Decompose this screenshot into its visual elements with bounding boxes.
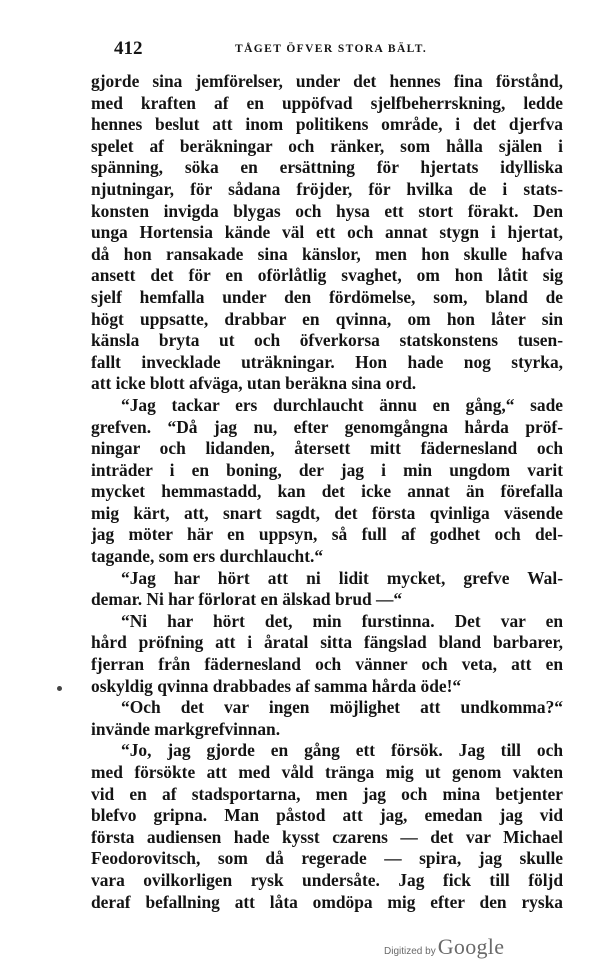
text-line: “Jo, jag gjorde en gång ett försök. Jag till och (121, 740, 563, 761)
text-line: blefvo gripna. Man påstod att jag, emedan jag vid (91, 805, 563, 826)
text-line: njutningar, för sådana fröjder, för hvilka de i stats- (91, 178, 563, 199)
text-line: ningar och lidanden, återsett mitt fädernesland och (91, 438, 563, 459)
text-line: grefven. “Då jag nu, efter genomgångna hårda pröf- (91, 416, 563, 437)
text-line: första audiensen hade kysst czarens — det var Michael (91, 826, 563, 847)
page-header (92, 38, 562, 62)
text-line: konsten invigda blygas och hysa ett stort förakt. Den (91, 200, 563, 221)
text-line: mig kärt, att, snart sagdt, det första qvinliga väsende (91, 502, 563, 523)
text-line: hård pröfning att i åratal sitta fängslad bland barbarer, (91, 632, 563, 653)
text-line: “Och det var ingen möjlighet att undkomma?“ (121, 697, 563, 718)
google-watermark (384, 934, 504, 964)
text-line: tagande, som ers durchlaucht.“ (91, 546, 324, 567)
text-line: med kraften af en uppöfvad sjelfbeherrskning, ledde (91, 92, 563, 113)
text-line: fallt invecklade uträkningar. Hon hade nog styrka, (91, 351, 563, 372)
text-line: “Ni har hört det, min furstinna. Det var en (121, 610, 563, 631)
text-line: demar. Ni har förlorat en älskad brud —“ (91, 589, 403, 610)
text-line: spelet af beräkningar och ränker, som hålla själen i (91, 135, 563, 156)
running-title: TÅGET ÖFVER STORA BÄLT. (235, 43, 428, 55)
text-line: ansett det för en oförlåtlig svaghet, om hon låtit sig (91, 265, 563, 286)
text-line: spänning, söka en ersättning för hjertats idylliska (91, 157, 563, 178)
text-line: deraf befallning att låta omdöpa mig efter den ryska (91, 891, 563, 912)
text-line: inträder i en boning, der jag i min ungdom varit (91, 459, 563, 480)
text-line: högt uppsatte, drabbar en qvinna, om hon låter sin (91, 308, 563, 329)
text-line: gjorde sina jemförelser, under det hennes fina förstånd, (91, 71, 563, 91)
text-line: att icke blott afväga, utan beräkna sina ord. (91, 373, 417, 394)
body-text (91, 71, 563, 913)
text-line: Feodorovitsch, som då regerade — spira, jag skulle (91, 848, 563, 869)
text-line: vid en af stadsportarna, men jag och mina betjenter (91, 783, 563, 804)
watermark-prefix: Digitized by (384, 946, 436, 957)
google-logo: Google (437, 934, 505, 959)
text-line: “Jag tackar ers durchlaucht ännu en gång,“ sade (121, 394, 563, 415)
text-line: jag möter här en uppsyn, så full af godhet och del- (91, 524, 563, 545)
text-line: fjerran från fädernesland och vänner och veta, att en (91, 654, 563, 675)
text-line: “Jag har hört att ni lidit mycket, grefve Wal- (121, 567, 563, 588)
text-line: unga Hortensia kände väl ett och annat stygn i hjertat, (91, 222, 563, 243)
page-number: 412 (114, 38, 143, 59)
text-line: invände markgrefvinnan. (91, 718, 281, 739)
text-line: med försökte att med våld tränga mig ut genom vakten (91, 762, 563, 782)
text-line: känsla bryta ut och öfverkorsa statskonstens tusen- (91, 330, 563, 351)
margin-mark (57, 686, 62, 691)
text-line: då hon ransakade sina känslor, men hon skulle hafva (91, 243, 563, 264)
text-line: sjelf hemfalla under den fördömelse, som, bland de (91, 286, 563, 307)
text-line: vara ovilkorligen rysk undersåte. Jag fick till följd (91, 869, 563, 890)
text-line: hennes beslut att inom politikens område, i det djerfva (91, 114, 563, 135)
text-line: mycket hemmastadd, kan det icke annat än förefalla (91, 481, 563, 502)
text-line: oskyldig qvinna drabbades af samma hårda öde!“ (91, 675, 462, 696)
